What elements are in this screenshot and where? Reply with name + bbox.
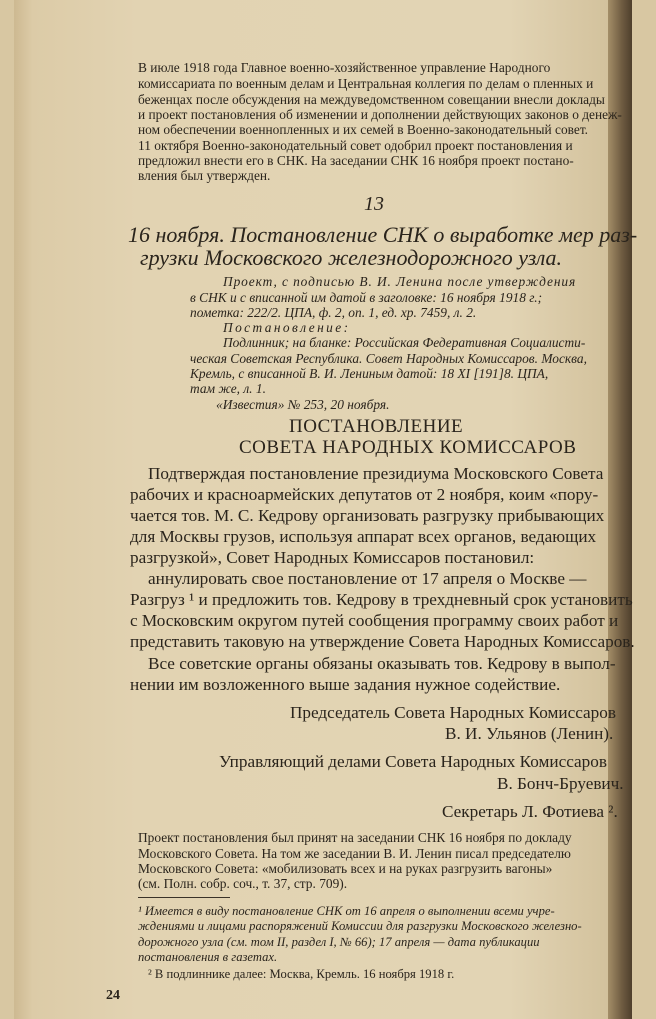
intro-line: и проект постановления об изменении и дополнении действующих законов о денеж- xyxy=(138,107,622,122)
body-line: Все советские органы обязаны оказывать тов. Кедрову в выпол- xyxy=(148,654,616,673)
source-line: ческая Советская Республика. Совет Народных Комиссаров. Москва, xyxy=(190,351,587,366)
source-line: Подлинник; на бланке: Российская Федеративная Социалисти- xyxy=(223,335,586,350)
intro-line: 11 октября Военно-законодательный совет одобрил проект постановления и xyxy=(138,138,573,153)
note-line: (см. Полн. собр. соч., т. 37, стр. 709). xyxy=(138,876,348,891)
title-line: грузки Московского железнодорожного узла. xyxy=(140,245,563,270)
page-number: 24 xyxy=(106,988,120,1003)
footnote-line: дорожного узла (см. том II, раздел I, № 66); 17 апреля — дата публикации xyxy=(138,935,540,949)
body-line: для Москвы грузов, используя аппарат всех органов, ведающих xyxy=(130,527,597,546)
decree-heading-line: СОВЕТА НАРОДНЫХ КОМИССАРОВ xyxy=(239,437,577,458)
source-line: там же, л. 1. xyxy=(190,381,266,396)
intro-line: предложил внести его в СНК. На заседании СНК 16 ноября проект постано- xyxy=(138,153,574,168)
signature-title: Председатель Совета Народных Комиссаров xyxy=(290,703,616,722)
source-line: «Известия» № 253, 20 ноября. xyxy=(216,397,390,412)
note-line: Московского Совета: «мобилизовать всех и на руках разгрузить вагоны» xyxy=(138,861,553,876)
document-number: 13 xyxy=(364,193,384,215)
note-line: Проект постановления был принят на заседании СНК 16 ноября по докладу xyxy=(138,830,572,845)
source-line: пометка: 222/2. ЦПА, ф. 2, оп. 1, ед. хр. 7459, л. 2. xyxy=(190,305,477,320)
footnote-line: постановления в газетах. xyxy=(138,950,278,964)
source-line: Проект, с подписью В. И. Ленина после утверждения xyxy=(223,274,577,289)
body-line: представить таковую на утверждение Совета Народных Комиссаров. xyxy=(130,632,635,651)
body-line: Подтверждая постановление президиума Московского Совета xyxy=(148,464,604,483)
footnote-line: ² В подлиннике далее: Москва, Кремль. 16 ноября 1918 г. xyxy=(148,967,455,981)
source-line: в СНК и с вписанной им датой в заголовке: 16 ноября 1918 г.; xyxy=(190,290,543,305)
signature-name: В. Бонч-Бруевич. xyxy=(497,774,624,793)
body-line: аннулировать свое постановление от 17 апреля о Москве — xyxy=(148,569,587,588)
body-line: с Московским округом путей сообщения программу своих работ и xyxy=(130,611,619,630)
body-line: Разгруз ¹ и предложить тов. Кедрову в трехдневный срок установить xyxy=(130,590,633,609)
body-line: разгрузкой», Совет Народных Комиссаров постановил: xyxy=(130,548,535,567)
signature-secretary: Секретарь Л. Фотиева ². xyxy=(442,802,618,821)
intro-line: ном обеспечении военнопленных и их семей в Военно-законодательный совет. xyxy=(138,122,589,137)
intro-line: В июле 1918 года Главное военно-хозяйственное управление Народного xyxy=(138,60,551,75)
title-line: 16 ноября. Постановление СНК о выработке мер раз- xyxy=(128,222,638,247)
book-binding xyxy=(608,0,632,1019)
body-line: чается тов. М. С. Кедрову организовать разгрузку прибывающих xyxy=(130,506,605,525)
intro-line: беженцах после обсуждения на междуведомственном совещании внесли доклады xyxy=(138,92,605,107)
footnote-line: ¹ Имеется в виду постановление СНК от 16 апреля о выполнении всеми учре- xyxy=(138,904,555,918)
intro-line: вления был утвержден. xyxy=(138,168,271,183)
footnote-line: ждениями и лицами распоряжений Комиссии для разгрузки Московского железно- xyxy=(138,919,582,933)
signature-title: Управляющий делами Совета Народных Комиссаров xyxy=(219,752,607,771)
source-line: Кремль, с вписанной В. И. Лениным датой: 18 XI [191]8. ЦПА, xyxy=(190,366,549,381)
body-line: нении им возложенного выше задания нужное содействие. xyxy=(130,675,561,694)
note-line: Московского Совета. На том же заседании В. И. Ленин писал председателю xyxy=(138,846,571,861)
body-line: рабочих и красноармейских депутатов от 2 ноября, коим «пору- xyxy=(130,485,599,504)
footnote-divider xyxy=(138,897,230,898)
source-line: Постановление: xyxy=(223,320,351,335)
signature-name: В. И. Ульянов (Ленин). xyxy=(445,724,614,743)
intro-line: комиссариата по военным делам и Центральная коллегия по делам о пленных и xyxy=(138,76,594,91)
decree-heading-line: ПОСТАНОВЛЕНИЕ xyxy=(289,416,464,437)
